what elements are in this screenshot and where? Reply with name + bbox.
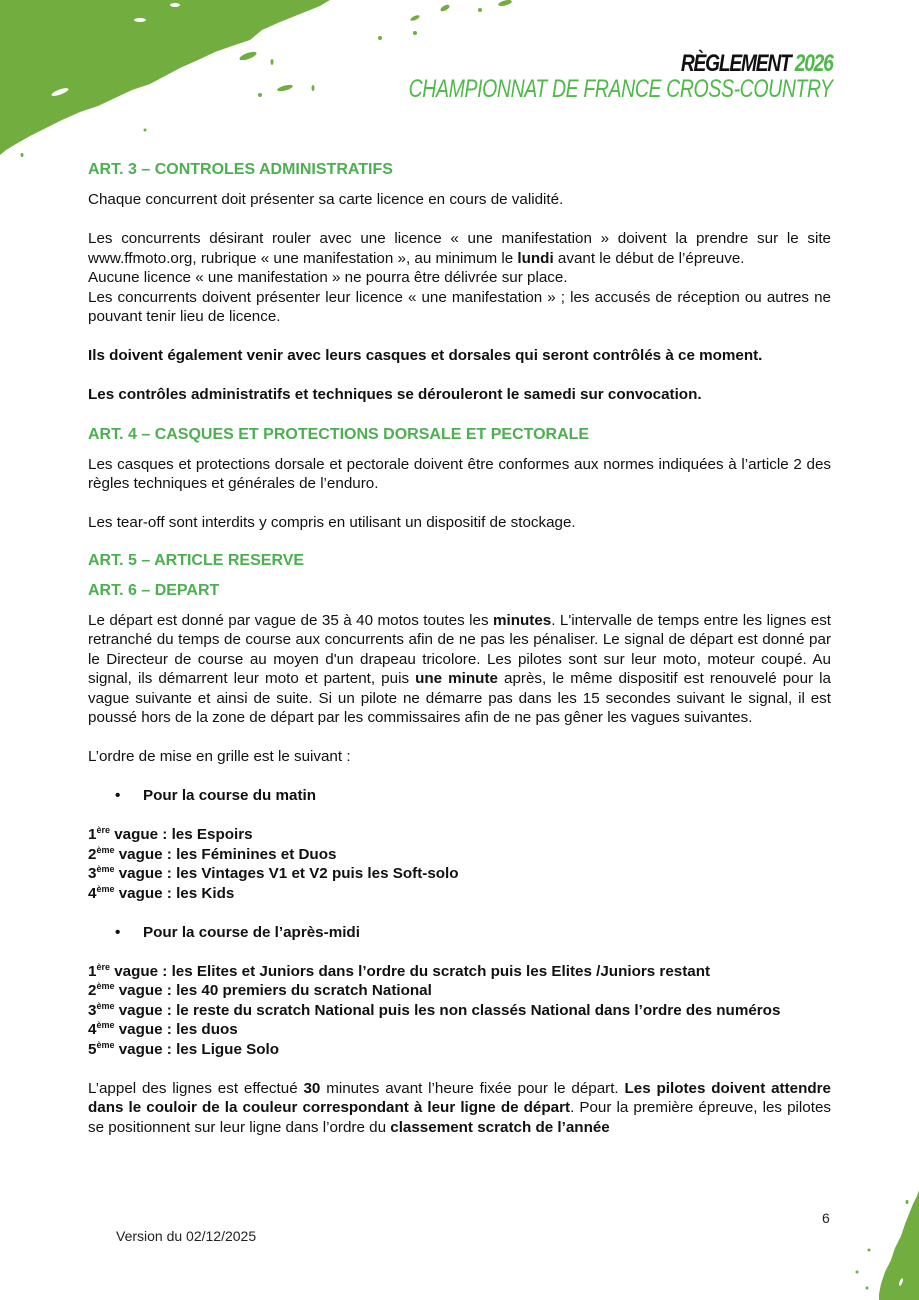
footer-version: Version du 02/12/2025 [116,1228,257,1244]
list-item: 5ème vague : les Ligue Solo [88,1039,280,1058]
section-heading-art4: ART. 4 – CASQUES ET PROTECTIONS DORSALE ET PECTORALE [88,425,590,443]
list-item: 1ère vague : les Espoirs [88,824,253,843]
bullet-icon: • [115,787,121,804]
afternoon-waves-list [88,962,831,1060]
green-splash-corner-decoration [839,1190,919,1300]
bullet-icon: • [115,923,121,941]
section-heading-art3: ART. 3 – CONTROLES ADMINISTRATIFS [88,161,393,178]
paragraph: L’ordre de mise en grille est le suivant : [88,748,351,765]
list-item: 4ème vague : les duos [88,1019,238,1038]
section-heading-art6: ART. 6 – DEPART [88,581,220,599]
paragraph: Aucune licence « une manifestation » ne pourra être délivrée sur place. [88,269,568,286]
paragraph: Les casques et protections dorsale et pectorale doivent être conformes aux normes indiquées à l’article 2 des règles techniques et générales de l’enduro. [88,455,831,492]
bullet-morning-race: • Pour la course du matin [115,787,317,804]
list-item: 3ème vague : le reste du scratch National puis les non classés National dans l’ordre des numéros [88,1000,781,1019]
paragraph: Les concurrents doivent présenter leur licence « une manifestation » ; les accusés de réception ou autres ne pouvant tenir lieu de licence. [88,288,831,325]
paragraph: Les concurrents désirant rouler avec une licence « une manifestation » doivent la prendre sur le site www.ffmoto.org, rubrique « une manifestation », au minimum le lundi avant le début de l’épreuve. [88,230,831,267]
list-item: 4ème vague : les Kids [88,883,235,902]
bullet-afternoon-race: • Pour la course de l’après-midi [115,923,360,941]
championship-subtitle: CHAMPIONNAT DE FRANCE CROSS-COUNTRY [408,75,833,103]
paragraph: Les tear-off sont interdits y compris en utilisant un dispositif de stockage. [88,514,576,531]
list-item: 1ère vague : les Elites et Juniors dans l’ordre du scratch puis les Elites /Juniors restant [88,961,711,980]
list-item: 2ème vague : les Féminines et Duos [88,844,337,863]
paragraph: L’appel des lignes est effectué 30 minutes avant l’heure fixée pour le départ. Les pilotes doivent attendre dans le couloir de la couleur correspondant à leur ligne de départ. Pour la première épreuve, les pilotes se positionnent sur leur ligne dans l’ordre du classement scratch de l’année [88,1079,831,1136]
morning-waves-list [88,825,831,903]
section-heading-art5: ART. 5 – ARTICLE RESERVE [88,551,305,569]
document-body [88,160,831,1137]
paragraph: Chaque concurrent doit présenter sa carte licence en cours de validité. [88,191,564,208]
page-number: 6 [822,1210,830,1226]
bold-paragraph: Ils doivent également venir avec leurs casques et dorsales qui seront contrôlés à ce moment. [88,347,763,364]
paragraph: Le départ est donné par vague de 35 à 40 motos toutes les minutes. L'intervalle de temps entre les lignes est retranché du temps de course aux concurrents afin de ne pas les pénaliser. Le signal de départ est donné par le Directeur de course au moyen d'un drapeau tricolore. Les pilotes sont sur leur moto, moteur coupé. Au signal, ils démarrent leur moto et partent, puis une minute après, le même dispositif est renouvelé pour la vague suivante et ainsi de suite. Si un pilote ne démarre pas dans les 15 secondes suivant le signal, il est poussé hors de la zone de départ par les commissaires afin de ne pas gêner les vagues suivantes. [88,611,832,726]
bold-paragraph: Les contrôles administratifs et techniques se dérouleront le samedi sur convocation. [88,386,702,403]
list-item: 3ème vague : les Vintages V1 et V2 puis les Soft-solo [88,863,459,882]
reglement-title: RÈGLEMENT 2026 [681,50,833,77]
list-item: 2ème vague : les 40 premiers du scratch National [88,980,432,999]
document-header-brand [289,52,833,102]
